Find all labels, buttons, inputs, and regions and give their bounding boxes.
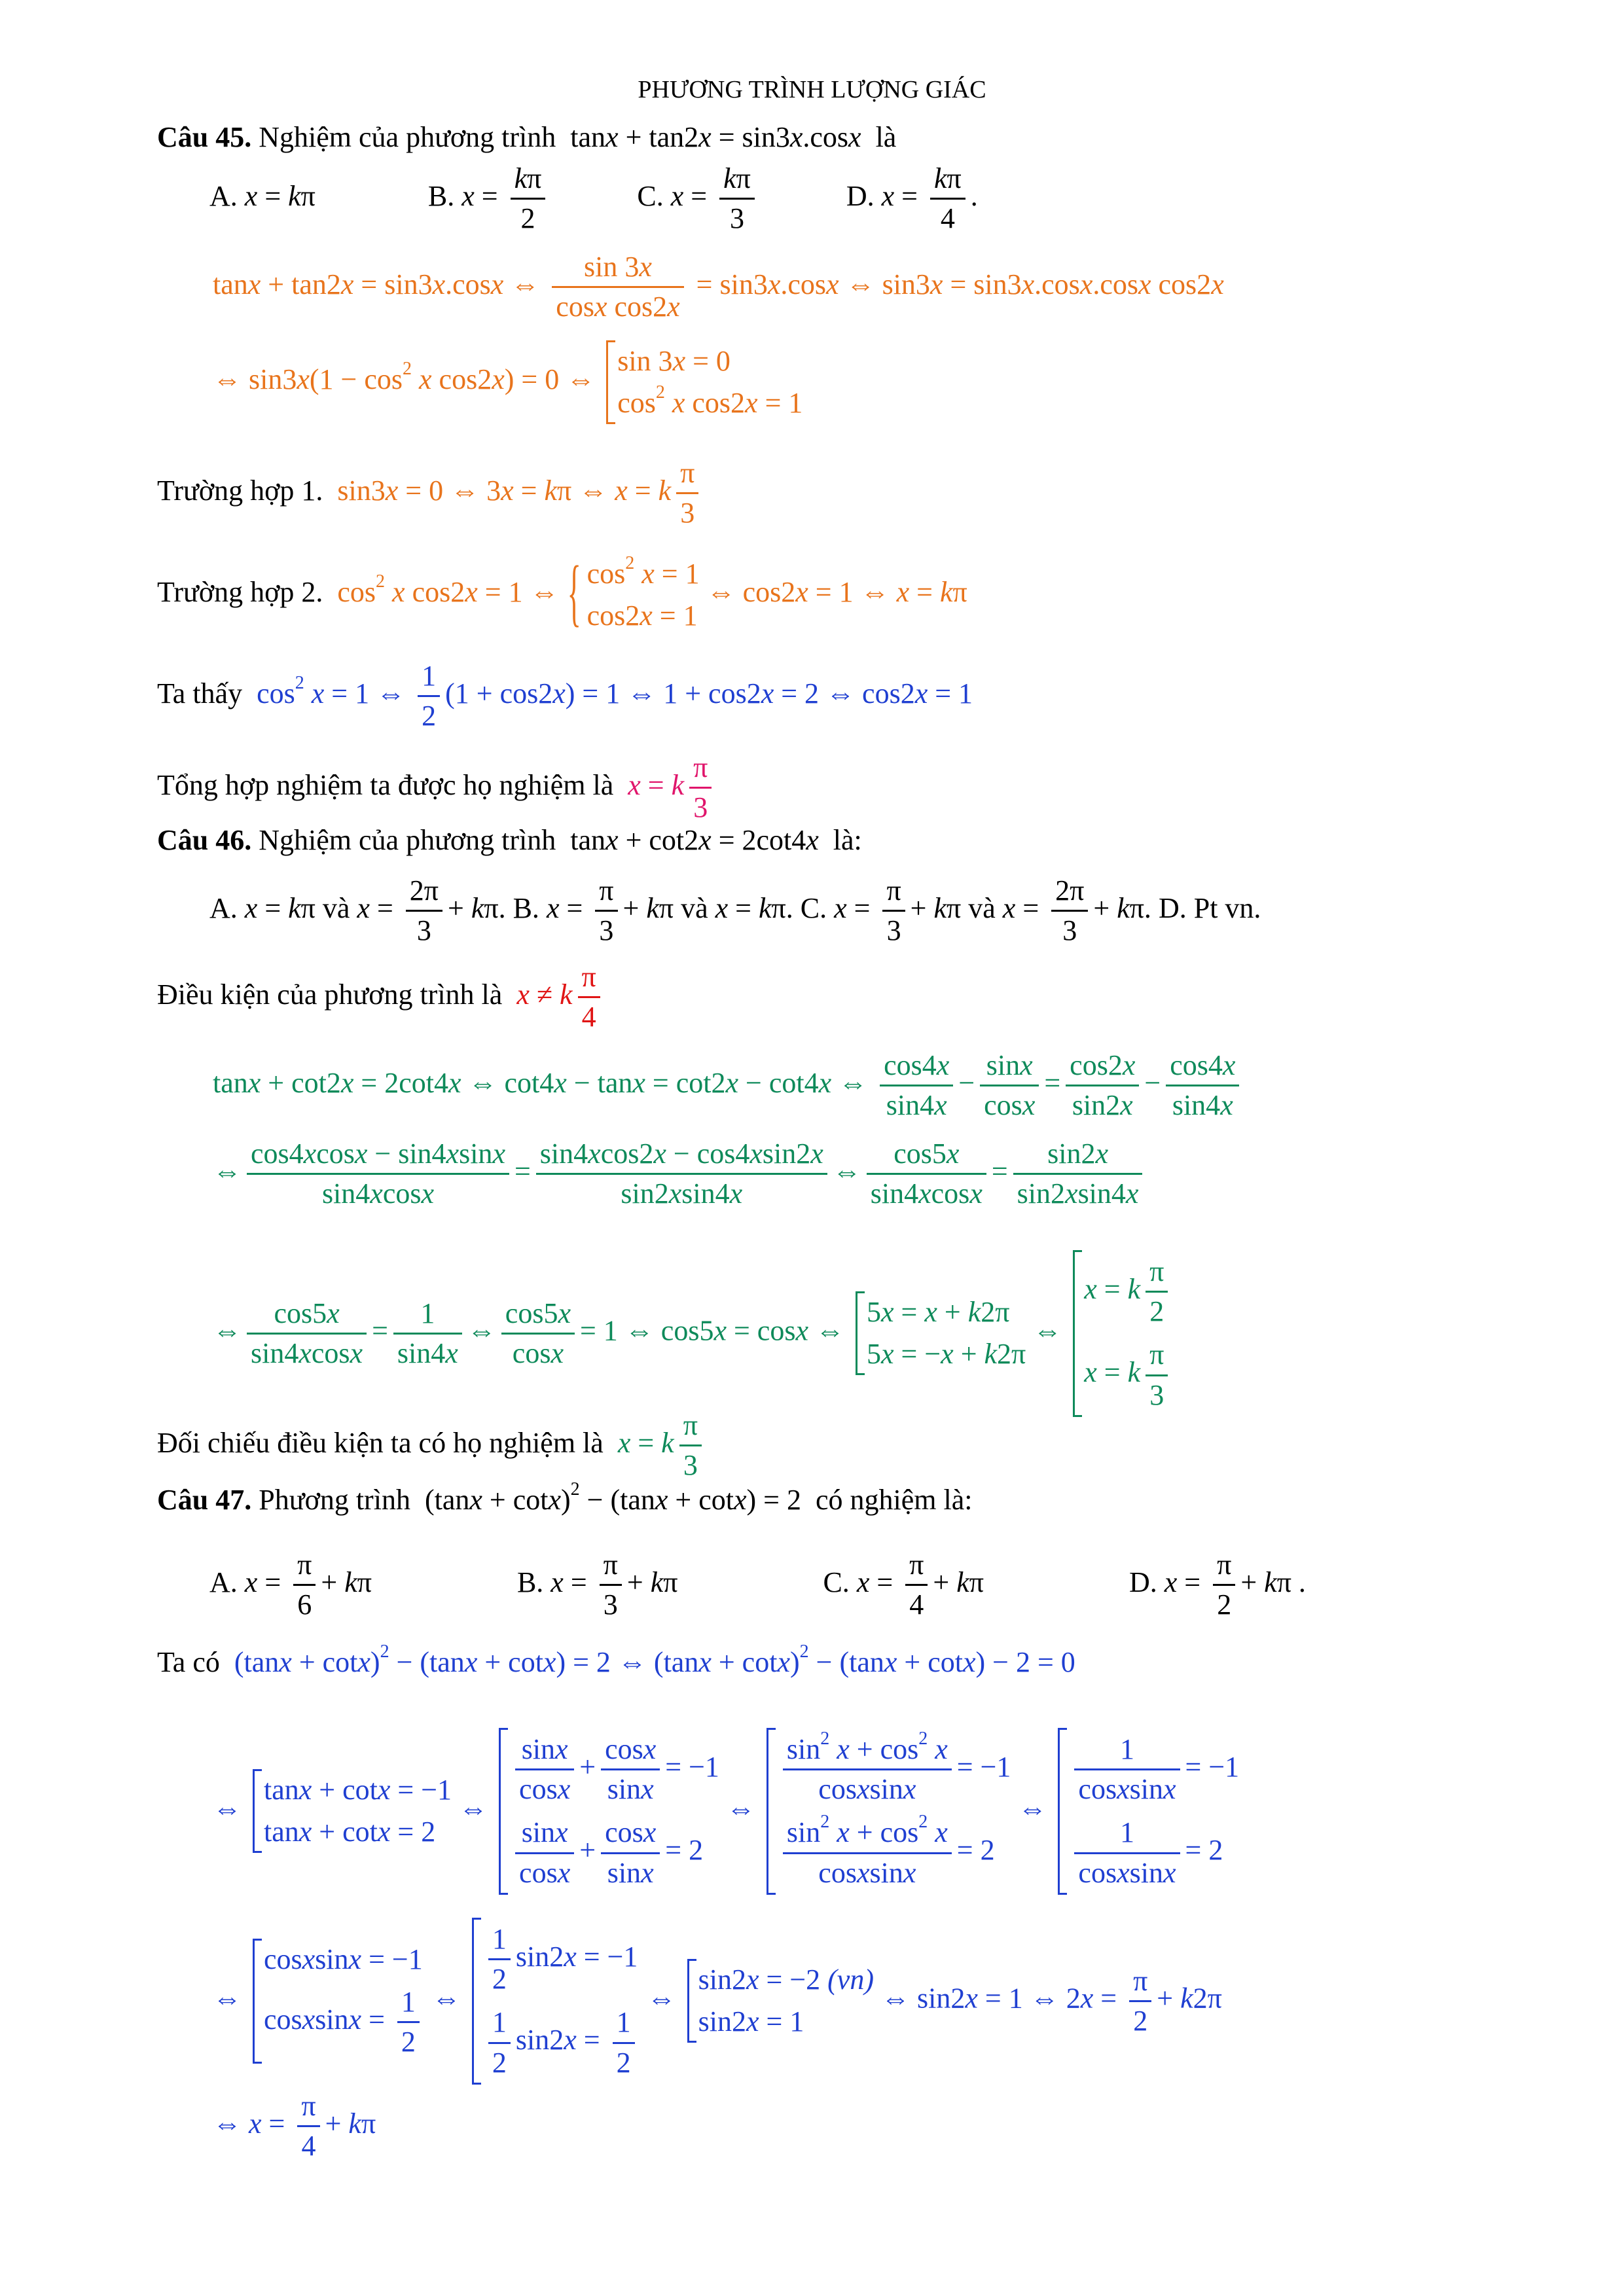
q45-summary-label: Tổng hợp nghiệm ta được họ nghiệm là [157,768,614,801]
q47-question: Câu 47. Phương trình $(\tan x + \cot x)^2 - (\tan x + \cot x) = 2$ có nghiệm là: [157,1479,973,1516]
q45-summary: Tổng hợp nghiệm ta được họ nghiệm là x = k $\frac{\pi}{3}$ [157,753,717,823]
q45-case-1: Trường hợp 1. sin3x = 0 ⇔ 3x = kπ ⇔ x = k $\frac{\pi}{3}$ [157,458,704,528]
q45-case-2: Trường hợp 2. $\cos^2 x$ cos2x = 1 ⇔ { $\cos^2 x = 1$ cos2x = 1 ⇔ cos2x = 1 ⇔ x = kπ [157,553,967,637]
q45-text: Nghiệm của phương trình [259,121,556,153]
page-header [0,77,1624,102]
q45-case-1-label: Trường hợp 1. [157,474,323,507]
q47-option-c[interactable]: C. x = $\frac{\pi}{4}$ + kπ [823,1549,984,1621]
q45-option-c[interactable]: C. x = $\frac{k\pi}{3}$ [637,180,759,212]
q46-question: Câu 46. Nghiệm của phương trình tanx + cot2x = 2cot4x là: [157,824,862,856]
q45-label: Câu 45. [157,121,252,153]
q45-end: là [875,121,897,153]
q46-options [209,876,1261,946]
q47-option-a[interactable]: A. x = $\frac{\pi}{6}$ + kπ [209,1549,372,1621]
q47-label: Câu 47. [157,1484,252,1516]
q45-case-2-label: Trường hợp 2. [157,576,323,609]
q47-vn-note: (vn) [827,1964,874,1996]
q45-option-a[interactable]: A. x = kπ [209,179,316,212]
q46-result: Đối chiếu điều kiện ta có họ nghiệm là x = k $\frac{\pi}{3}$ [157,1410,707,1480]
q47-step-1-label: Ta có [157,1646,220,1678]
q45-step-1: tanx + tan2x = sin3x.cosx ⇔ $\frac{\sin 3x}{\text{cosx cos2x}}$ = sin3x.cosx ⇔ sin3x = sin3x.cosx.cosx cos2x [213,251,1224,323]
q46-step-1: tanx + cot2x = 2cot4x ⇔ cot4x − tanx = cot2x − cot4x ⇔ $\frac{\cos 4x}{\sin 4x}$ − $\frac{\sin x}{\cos x}$ = $\frac{\cos 2x}{\sin 2x}$ − $\frac{\cos 4x}{\sin 4x}$ [213,1050,1244,1121]
q46-option-c[interactable]: C. x = $\frac{\pi}{3}$ + kπ và x = $\frac{2\pi}{3}$ + kπ. [800,874,1151,947]
q47-options [209,1550,1306,1620]
q46-condition-label: Điều kiện của phương trình là [157,978,503,1011]
q47-step-3: ⇔ cosxsinx = −1 cosxsinx = $\frac{1}{2}$ ⇔ $\frac{1}{2}$ sin2x = −1 $\frac{1}{2}$ sin2x = $\frac{1}{2}$ ⇔ sin2x = −2 (vn) sin2x = 1 ⇔ sin2x = 1 ⇔ 2x = $\frac{\pi}{2}$ + k2π [213,1918,1222,2085]
q47-text: Phương trình [259,1484,410,1516]
q45-note: Ta thấy $\cos^2 x = 1$ ⇔ $\frac{1}{2}$ (1 + cos2x) = 1 ⇔ 1 + cos2x = 2 ⇔ cos2x = 1 [157,660,973,732]
q45-option-b[interactable]: B. x = $\frac{k\pi}{2}$ [428,180,550,212]
q47-end: có nghiệm là: [815,1484,973,1516]
q47-option-d[interactable]: D. x = $\frac{\pi}{2}$ + kπ . [1128,1549,1306,1621]
q47-step-1: Ta có $(\tan x + \cot x)^2 - (\tan x + \cot x) = 2$ ⇔ $(\tan x + \cot x)^2 - (\tan x + \cot x) - 2 = 0$ [157,1641,1075,1678]
q46-end: là: [833,824,862,856]
q46-option-d[interactable]: D. Pt vn. [1158,891,1261,924]
q47-result: ⇔ x = $\frac{\pi}{4}$ + kπ [213,2090,376,2162]
q46-step-2: ⇔ $\frac{\cos 4xcosx - \sin 4xsinx}{\sin 4xcosx}$ = $\frac{\sin 4xcos2x - \cos 4xsin2x}{\sin 2xsin4x}$ ⇔ $\frac{\cos 5x}{\sin 4xcosx}$ = $\frac{\sin 2x}{\sin 2xsin4x}$ [213,1139,1147,1209]
q45-question: Câu 45. Nghiệm của phương trình tanx + tan2x = sin3x.cosx là [157,121,897,153]
q45-options [209,164,978,234]
q46-option-a[interactable]: A. x = kπ và x = $\frac{2\pi}{3}$ + kπ. [209,874,506,947]
page-title: PHƯƠNG TRÌNH LƯỢNG GIÁC [638,76,986,103]
q46-option-b[interactable]: B. x = $\frac{\pi}{3}$ + kπ và x = kπ. [513,874,793,947]
q45-note-label: Ta thấy [157,677,243,709]
q46-label: Câu 46. [157,824,252,856]
q47-step-2: ⇔ tanx + cotx = −1 tanx + cotx = 2 ⇔ $\frac{\sin x}{\cos x}$ + $\frac{\cos x}{\sin x}$ = −1 $\frac{\sin x}{\cos x}$ + $\frac{\cos x}{\sin x}$ = 2 ⇔ $\frac{\sin^2 x + \cos^2 x}{\text{cosxsinx}}$ = −1 $\frac{\sin^2 x + \cos^2 x}{\text{cosxsinx}}$ = 2 ⇔ $\frac{1}{\text{cosxsinx}}$ = −1 $\frac{1}{\text{cosxsinx}}$ = 2 [213,1728,1239,1895]
q46-step-3: ⇔ $\frac{\cos 5x}{\sin 4xcosx}$ = $\frac{1}{\sin 4x}$ ⇔ $\frac{\cos 5x}{\cos x}$ = 1 ⇔ cos5x = cosx ⇔ 5x = x + k2π 5x = −x + k2π ⇔ x = k $\frac{\pi}{2}$ x = k $\frac{\pi}{3}$ [213,1250,1173,1417]
q45-option-d[interactable]: D. x = $\frac{k\pi}{4}$ . [846,162,978,235]
q46-text: Nghiệm của phương trình [259,824,556,856]
q46-result-label: Đối chiếu điều kiện ta có họ nghiệm là [157,1426,604,1459]
q45-step-2: ⇔ $\sin 3x(1 - \cos^2 x$ cos2x) = 0 ⇔ sin 3x = 0 $\cos^2 x$ cos2x = 1 [213,340,803,424]
q47-option-b[interactable]: B. x = $\frac{\pi}{3}$ + kπ [516,1549,678,1621]
q46-condition: Điều kiện của phương trình là x ≠ k $\frac{\pi}{4}$ [157,962,605,1032]
